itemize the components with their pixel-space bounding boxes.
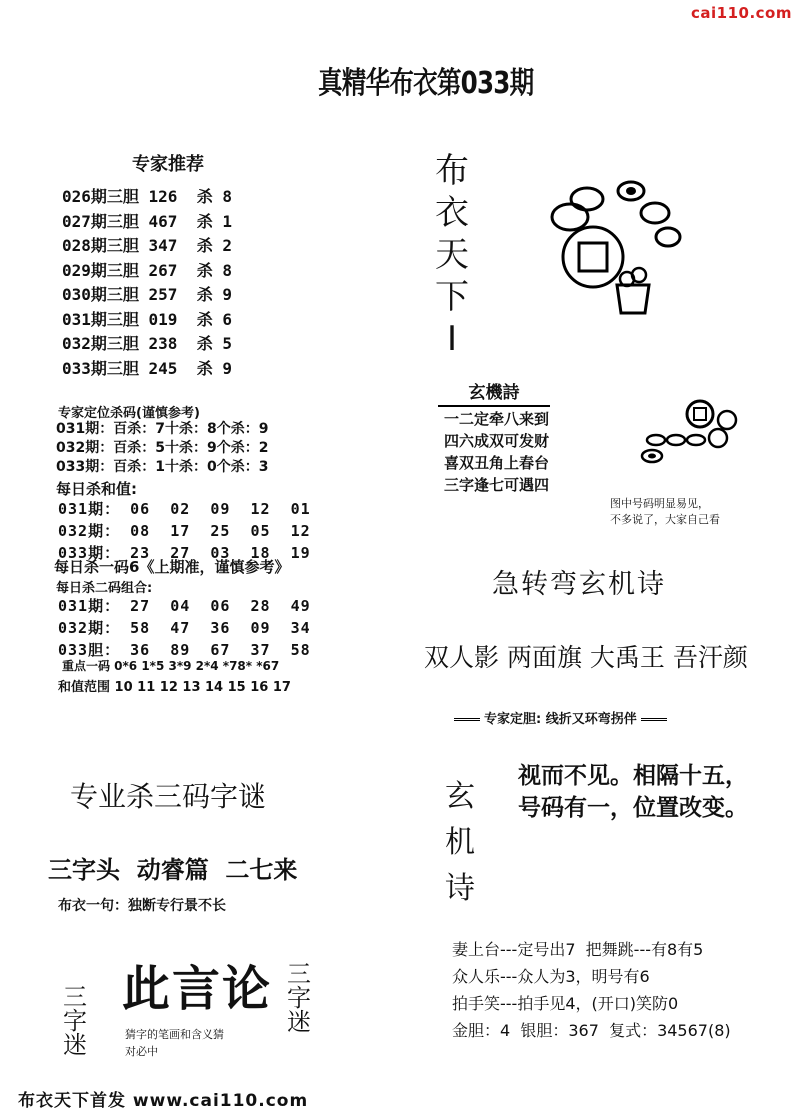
clue-line: 金胆：4 银胆：367 复式：34567(8) — [452, 1021, 731, 1040]
poem-line: 一二定牵八来到 — [444, 410, 550, 428]
kill-row: 032期：百杀：5十杀：9个杀：2 — [56, 440, 269, 456]
side-char: 字 — [287, 984, 311, 1012]
sum-range-label: 和值范围 — [58, 680, 111, 695]
poem2-line: 视而不见。相隔十五， — [518, 763, 748, 789]
poem2-lines — [518, 760, 748, 824]
pick-row: 028期三胆 347 杀 2 — [62, 236, 232, 255]
clue-list — [452, 936, 731, 1044]
side-char: 迷 — [287, 1008, 311, 1036]
key-code: 重点一码 0*6 1*5 3*9 2*4 *78* *67 — [62, 659, 280, 673]
image-note — [610, 496, 720, 528]
side-char: 三 — [63, 983, 87, 1011]
sum-kill-heading: 每日杀和值: — [56, 480, 137, 498]
side-riddle-right — [284, 962, 314, 1034]
pick-row: 030期三胆 257 杀 9 — [62, 285, 232, 304]
side-char: 三 — [287, 960, 311, 988]
clue-line: 妻上台---定号出7 把舞跳---有8有5 — [452, 940, 704, 959]
kill-two-row: 032期： 58 47 36 09 34 — [58, 619, 311, 637]
guess-note-line: 对必中 — [125, 1045, 158, 1058]
poem-title: 玄機詩 — [468, 383, 520, 403]
riddle-line: 三字头 动睿篇 二七来 — [48, 856, 298, 884]
vertical-char: 玄 — [445, 779, 475, 814]
expert-heading: 专家推荐 — [132, 154, 204, 175]
poem-line: 四六成双可发财 — [444, 432, 550, 450]
page-title: 真精华布衣第033期 — [318, 66, 534, 101]
turn-poem-line: 双人影 两面旗 大禹王 吾汗颜 — [424, 643, 748, 672]
clue-line: 众人乐---众人为3，明号有6 — [452, 967, 650, 986]
divider-left — [454, 718, 480, 721]
poem2-line: 号码有一，位置改变。 — [518, 795, 748, 821]
vertical-title — [432, 150, 472, 360]
riddle-title: 专业杀三码字谜 — [70, 780, 267, 813]
footer-text: 布衣天下首发 www.cai110.com — [18, 1091, 309, 1111]
kill-row: 033期：百杀：1十杀：0个杀：3 — [56, 459, 269, 475]
expert-gall-text: 专家定胆: 线折又环弯拐伴 — [484, 712, 637, 727]
vertical-poem-title — [442, 774, 478, 912]
side-riddle-left — [60, 985, 90, 1057]
pick-row: 033期三胆 245 杀 9 — [62, 358, 232, 378]
sum-row: 032期： 08 17 25 05 12 — [58, 522, 311, 540]
divider-right — [641, 718, 667, 721]
vertical-char: 机 — [445, 825, 475, 860]
beads-illustration — [630, 398, 745, 478]
image-note-line: 图中号码明显易见， — [610, 497, 709, 510]
side-char: 迷 — [63, 1031, 87, 1059]
turn-poem-title: 急转弯玄机诗 — [492, 569, 666, 600]
poem-line: 三字逢七可遇四 — [444, 476, 550, 494]
vertical-char: I — [446, 319, 458, 359]
kill-two-row: 033胆： 36 89 67 37 58 — [58, 641, 311, 659]
position-kill-heading: 专家定位杀码(谨慎参考) — [58, 406, 200, 421]
coins-illustration — [545, 175, 685, 320]
big-riddle-word: 此言论 — [122, 961, 273, 1017]
pick-row: 026期三胆 126 杀 8 — [62, 187, 232, 206]
kill-one-code: 每日杀一码6《上期准，谨慎参考》 — [54, 558, 290, 576]
expert-gall-line — [450, 708, 671, 727]
guess-note — [125, 1026, 224, 1060]
poem-lines — [444, 408, 549, 496]
kill-two-row: 031期： 27 04 06 28 49 — [58, 597, 311, 615]
position-kill-list — [56, 420, 268, 477]
sum-kill-list — [58, 498, 311, 564]
expert-picks-list — [62, 185, 232, 381]
vertical-char: 布 — [435, 151, 469, 191]
image-note-line: 不多说了，大家自己看 — [610, 513, 720, 526]
buyi-sentence: 布衣一句：独断专行景不长 — [58, 898, 226, 914]
site-watermark: cai110.com — [691, 4, 792, 22]
pick-row: 031期三胆 019 杀 6 — [62, 309, 232, 329]
pick-row: 029期三胆 267 杀 8 — [62, 260, 232, 280]
kill-row: 031期：百杀：7十杀：8个杀：9 — [56, 421, 269, 437]
side-char: 字 — [63, 1007, 87, 1035]
poem-title-box — [438, 378, 550, 406]
sum-row: 031期： 06 02 09 12 01 — [58, 500, 311, 518]
sum-row: 033期： 23 27 03 18 19 — [58, 544, 311, 562]
vertical-char: 天 — [435, 235, 469, 275]
sum-range-values: 10 11 12 13 14 15 16 17 — [114, 680, 291, 695]
poem-line: 喜双丑角上春台 — [444, 454, 550, 472]
clue-line: 拍手笑---拍手见4，(开口)笑防0 — [452, 994, 679, 1013]
sum-range — [58, 676, 291, 695]
kill-two-heading: 每日杀二码组合: — [56, 581, 153, 596]
pick-row: 032期三胆 238 杀 5 — [62, 334, 232, 353]
vertical-char: 衣 — [435, 193, 469, 233]
kill-two-list — [58, 595, 311, 661]
vertical-char: 诗 — [445, 871, 475, 906]
pick-row: 027期三胆 467 杀 1 — [62, 211, 232, 231]
vertical-char: 下 — [435, 277, 469, 317]
guess-note-line: 猜字的笔画和含义猜 — [125, 1028, 224, 1041]
